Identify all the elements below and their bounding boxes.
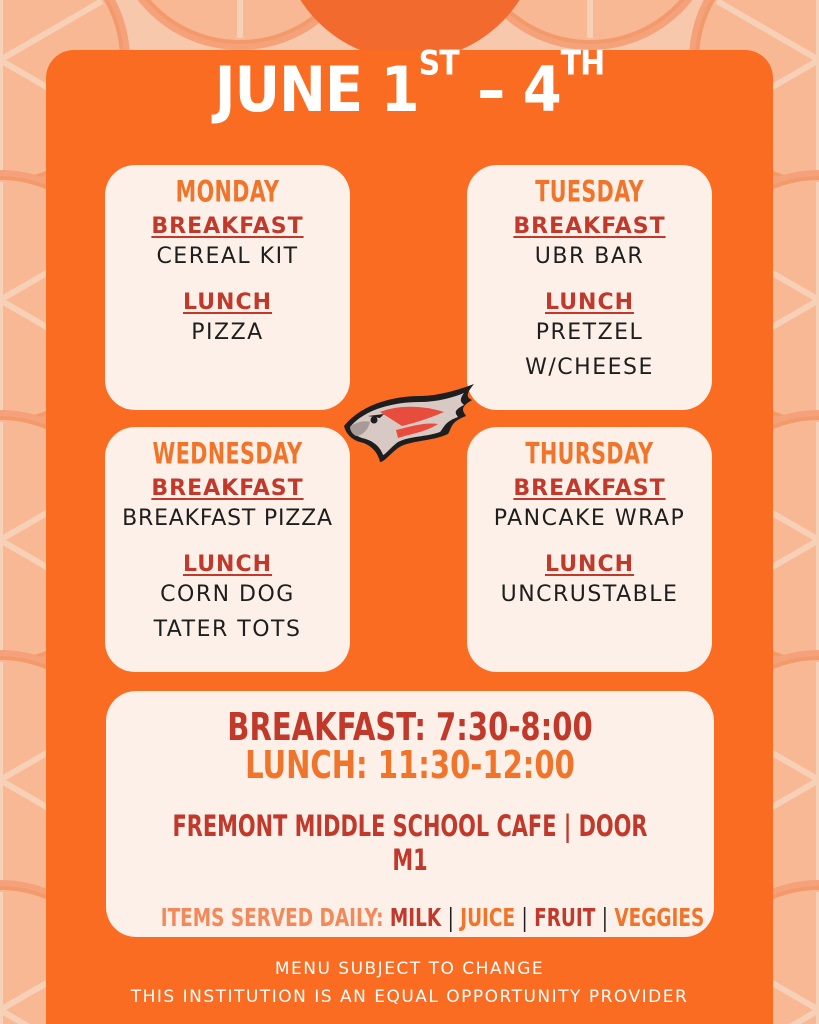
day-label: TUESDAY: [535, 174, 644, 209]
footer-equal-opportunity: THIS INSTITUTION IS AN EQUAL OPPORTUNITY PROVIDER: [130, 987, 689, 1007]
lunch-item: TATER TOTS: [153, 617, 302, 642]
lunch-item: CORN DOG: [160, 582, 295, 607]
lunch-label: LUNCH: [544, 290, 635, 315]
page-title: JUNE 1ST – 4TH: [214, 44, 605, 127]
daily-items-label: ITEMS SERVED DAILY:: [160, 903, 384, 932]
breakfast-label: BREAKFAST: [513, 476, 666, 501]
separator: |: [447, 903, 454, 932]
daily-item-veggies: VEGGIES: [614, 903, 705, 932]
daily-items: [160, 903, 705, 932]
lunch-label: LUNCH: [182, 552, 273, 577]
footer-disclaimer: MENU SUBJECT TO CHANGE: [274, 959, 545, 979]
lunch-item: W/CHEESE: [525, 355, 654, 380]
daily-item-juice: JUICE: [460, 903, 516, 932]
day-label: WEDNESDAY: [152, 436, 303, 471]
daily-item-fruit: FRUIT: [534, 903, 596, 932]
day-card-wednesday: [105, 427, 350, 672]
daily-item-milk: MILK: [389, 903, 442, 932]
lunch-item: UNCRUSTABLE: [500, 582, 679, 607]
separator: |: [521, 903, 528, 932]
breakfast-label: BREAKFAST: [151, 214, 304, 239]
breakfast-label: BREAKFAST: [151, 476, 304, 501]
eagle-head-icon: [340, 382, 476, 464]
breakfast-label: BREAKFAST: [513, 214, 666, 239]
breakfast-hours: BREAKFAST: 7:30-8:00: [227, 705, 593, 749]
lunch-item: PRETZEL: [535, 320, 644, 345]
footer: [46, 955, 773, 1011]
lunch-label: LUNCH: [544, 552, 635, 577]
breakfast-item: UBR BAR: [534, 244, 645, 269]
info-card: [106, 691, 714, 937]
breakfast-item: CEREAL KIT: [156, 244, 299, 269]
separator: |: [601, 903, 608, 932]
day-label: MONDAY: [175, 174, 280, 209]
breakfast-item: PANCAKE WRAP: [493, 506, 686, 531]
lunch-hours: LUNCH: 11:30-12:00: [245, 743, 575, 787]
day-card-monday: [105, 165, 350, 410]
day-label: THURSDAY: [525, 436, 654, 471]
cafe-location: FREMONT MIDDLE SCHOOL CAFE | DOOR M1: [172, 809, 648, 877]
lunch-label: LUNCH: [182, 290, 273, 315]
day-card-thursday: [467, 427, 712, 672]
lunch-item: PIZZA: [191, 320, 264, 345]
day-card-tuesday: [467, 165, 712, 410]
breakfast-item: BREAKFAST PIZZA: [122, 506, 333, 531]
